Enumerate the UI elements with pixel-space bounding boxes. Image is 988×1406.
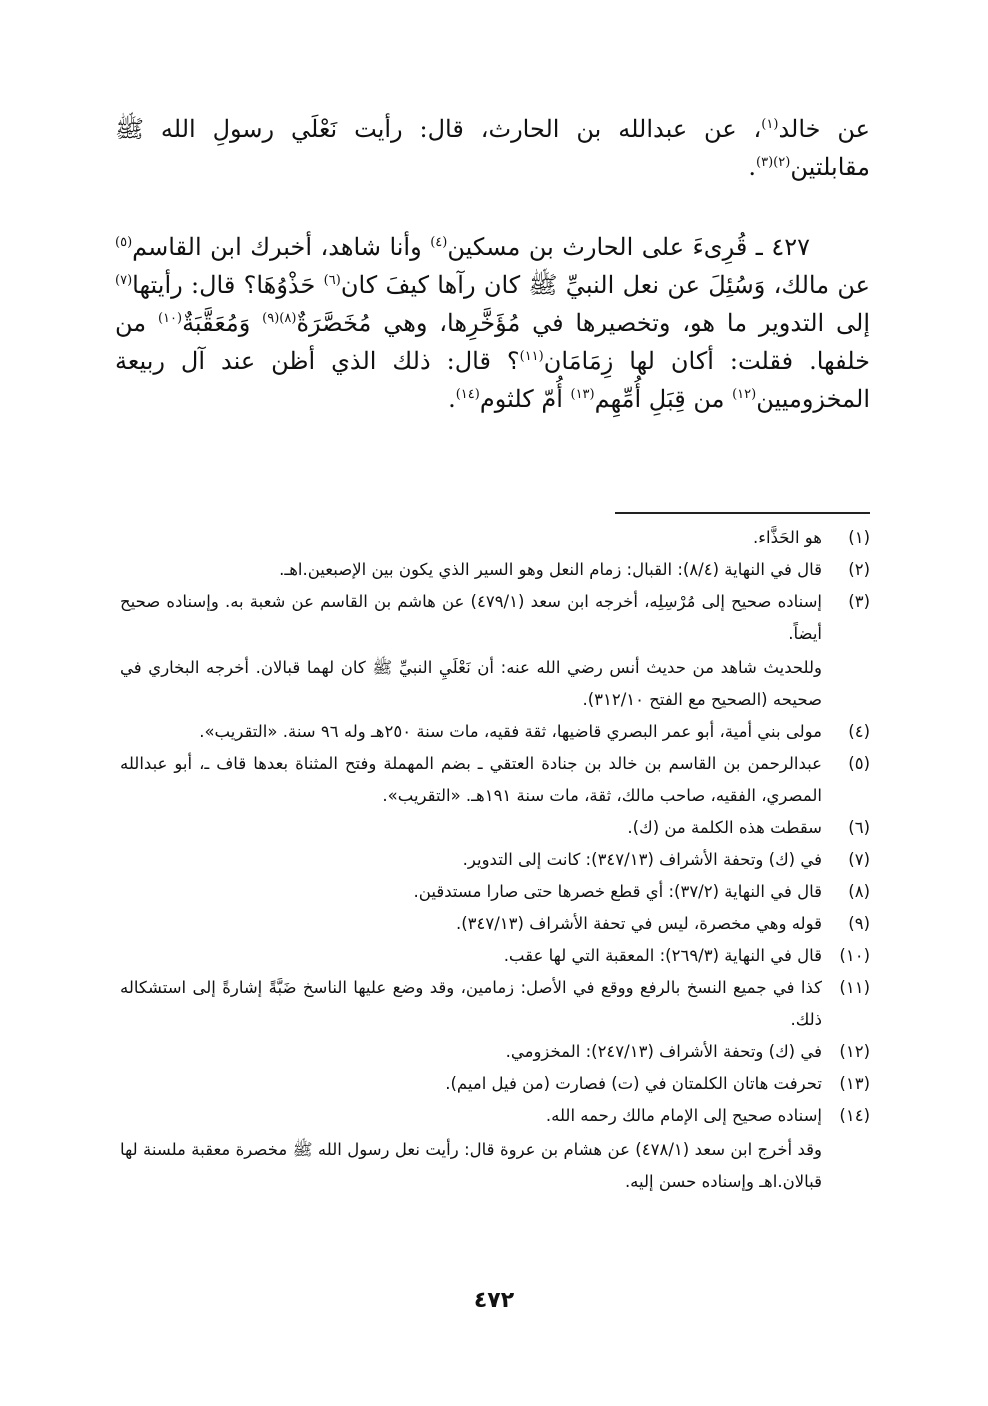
footnote-10	[120, 940, 870, 972]
footnote-5	[120, 748, 870, 812]
footnote-ref[interactable]: (١٣)	[570, 387, 595, 402]
footnote-ref[interactable]: (١٠)	[157, 311, 183, 326]
footnote-4	[120, 716, 870, 748]
footnotes-section	[120, 522, 870, 1198]
footnote-text: في (ك) وتحفة الأشراف (٣٤٧/١٣): كانت إلى التدوير.	[462, 850, 822, 869]
footnote-number: (١٤)	[839, 1106, 870, 1125]
footnote-8	[120, 876, 870, 908]
footnote-ref[interactable]: (٨)(٩)	[262, 311, 297, 326]
footnote-number: (١٢)	[839, 1042, 870, 1061]
text-span: وَمُعَقَّبَةٌ	[182, 309, 263, 337]
footnote-text: مولى بني أمية، أبو عمر البصري قاضيها، ثقة فقيه، مات سنة ٢٥٠هـ وله ٩٦ سنة. «التقريب».	[199, 722, 822, 741]
text-span: أُمّ كلثوم	[479, 385, 571, 413]
footnote-number: (٨)	[848, 882, 870, 901]
footnote-number: (٣)	[848, 592, 870, 611]
footnote-11	[120, 972, 870, 1036]
footnote-number: (٧)	[848, 850, 870, 869]
text-span: عن خالد	[778, 115, 870, 143]
text-span: ، عن عبدالله بن الحارث، قال: رأيت نَعْلَي رسولِ الله ﷺ مقابلتين	[115, 115, 870, 181]
footnote-number: (١١)	[839, 978, 870, 997]
text-span: حَذْوُهَا؟ قال: رأيتها	[132, 271, 324, 299]
footnote-text: كذا في جميع النسخ بالرفع ووقع في الأصل: زمامين، وقد وضع عليها الناسخ ضَبَّةً إشارةً إلى استشكاله ذلك.	[120, 978, 822, 1029]
footnote-9	[120, 908, 870, 940]
footnote-text: تحرفت هاتان الكلمتان في (ت) فصارت (من فيل اميم).	[445, 1074, 822, 1093]
text-span: من قِبَلِ أُمِّهِم	[594, 385, 733, 413]
footnote-text: قال في النهاية (٢٦٩/٣): المعقبة التي لها عقب.	[503, 946, 822, 965]
main-paragraph-continuation	[115, 110, 870, 186]
text-span: .	[748, 153, 757, 181]
footnote-number: (١٠)	[839, 946, 870, 965]
page-number: ٤٧٢	[473, 1288, 515, 1313]
text-span: من خلفها. فقلت: أكان لها زِمَامَان	[115, 309, 870, 375]
footnote-text: إسناده صحيح إلى مُرْسِلِه، أخرجه ابن سعد (٤٧٩/١) عن هاشم بن القاسم عن شعبة به. وإسناده صحيح أيضاً.	[120, 592, 822, 643]
text-span: ٤٢٧ ـ قُرِىءَ على الحارث بن مسكين	[447, 233, 810, 261]
footnote-3	[120, 586, 870, 650]
paragraph-text	[115, 110, 870, 186]
text-span: وأنا شاهد، أخبرك ابن القاسم	[132, 233, 431, 261]
text-span: عن مالك، وَسُئِلَ عن نعل النبيِّ ﷺ كان رآها كيفَ كان	[340, 271, 871, 299]
footnote-ref[interactable]: (٢)(٣)	[756, 155, 791, 170]
footnote-number: (٦)	[848, 818, 870, 837]
footnote-6	[120, 812, 870, 844]
footnote-number: (٥)	[848, 754, 870, 773]
footnote-1	[120, 522, 870, 554]
footnote-14-continuation: وقد أخرج ابن سعد (٤٧٨/١) عن هشام بن عروة قال: رأيت نعل رسول الله ﷺ مخصرة معقبة ملسنة لها قبالان.اهـ وإسناده حسن إليه.	[120, 1140, 823, 1191]
footnote-text: قال في النهاية (٣٧/٢): أي قطع خصرها حتى صارا مستدقين.	[413, 882, 822, 901]
footnote-ref[interactable]: (٤)	[430, 235, 448, 250]
footnote-text: إسناده صحيح إلى الإمام مالك رحمه الله.	[545, 1106, 822, 1125]
footnote-divider	[615, 512, 870, 514]
footnote-ref[interactable]: (١١)	[519, 349, 544, 364]
footnote-3-continuation: وللحديث شاهد من حديث أنس رضي الله عنه: أن نَعْلَيِ النبيِّ ﷺ كان لهما قبالان. أخرجه البخاري في صحيحه (الصحيح مع الفتح ٣١٢/١٠).	[120, 658, 822, 709]
footnote-ref[interactable]: (٥)	[115, 235, 133, 250]
hadith-427-paragraph	[115, 228, 870, 418]
footnote-ref[interactable]: (١٢)	[732, 387, 757, 402]
paragraph-text	[115, 228, 870, 418]
footnote-text: قوله وهي مخصرة، ليس في تحفة الأشراف (٣٤٧/١٣).	[455, 914, 822, 933]
text-span: ؟ قال: ذلك الذي أظن عند آل ربيعة المخزوميين	[115, 347, 870, 413]
footnote-14	[120, 1100, 870, 1132]
footnote-13	[120, 1068, 870, 1100]
footnote-7	[120, 844, 870, 876]
footnote-text: عبدالرحمن بن القاسم بن خالد بن جنادة العتقي ـ بضم المهملة وفتح المثناة بعدها قاف ـ، أبو عبدالله المصري، الفقيه، صاحب مالك، ثقة، مات سنة ١٩١هـ. «التقريب».	[120, 754, 822, 805]
footnote-2	[120, 554, 870, 586]
footnote-number: (٩)	[848, 914, 870, 933]
text-span: .	[448, 385, 456, 413]
footnote-number: (١)	[848, 528, 870, 547]
footnote-number: (١٣)	[839, 1074, 870, 1093]
footnote-12	[120, 1036, 870, 1068]
footnote-ref[interactable]: (١٤)	[455, 387, 480, 402]
footnote-text: سقطت هذه الكلمة من (ك).	[627, 818, 822, 837]
footnote-text: في (ك) وتحفة الأشراف (٢٤٧/١٣): المخزومي.	[505, 1042, 822, 1061]
footnote-ref[interactable]: (٧)	[115, 273, 133, 288]
footnote-number: (٤)	[848, 722, 870, 741]
footnote-text: قال في النهاية (٨/٤): القبال: زمام النعل وهو السير الذي يكون بين الإصبعين.اهـ.	[279, 560, 822, 579]
footnote-ref[interactable]: (٦)	[323, 273, 341, 288]
footnote-ref[interactable]: (١)	[761, 117, 779, 132]
footnote-text: هو الحَذَّاء.	[753, 528, 822, 547]
text-span: إلى التدوير ما هو، وتخصيرها في مُؤَخَّرِها، وهي مُخَصَّرَةٌ	[296, 309, 870, 337]
footnote-number: (٢)	[848, 560, 870, 579]
